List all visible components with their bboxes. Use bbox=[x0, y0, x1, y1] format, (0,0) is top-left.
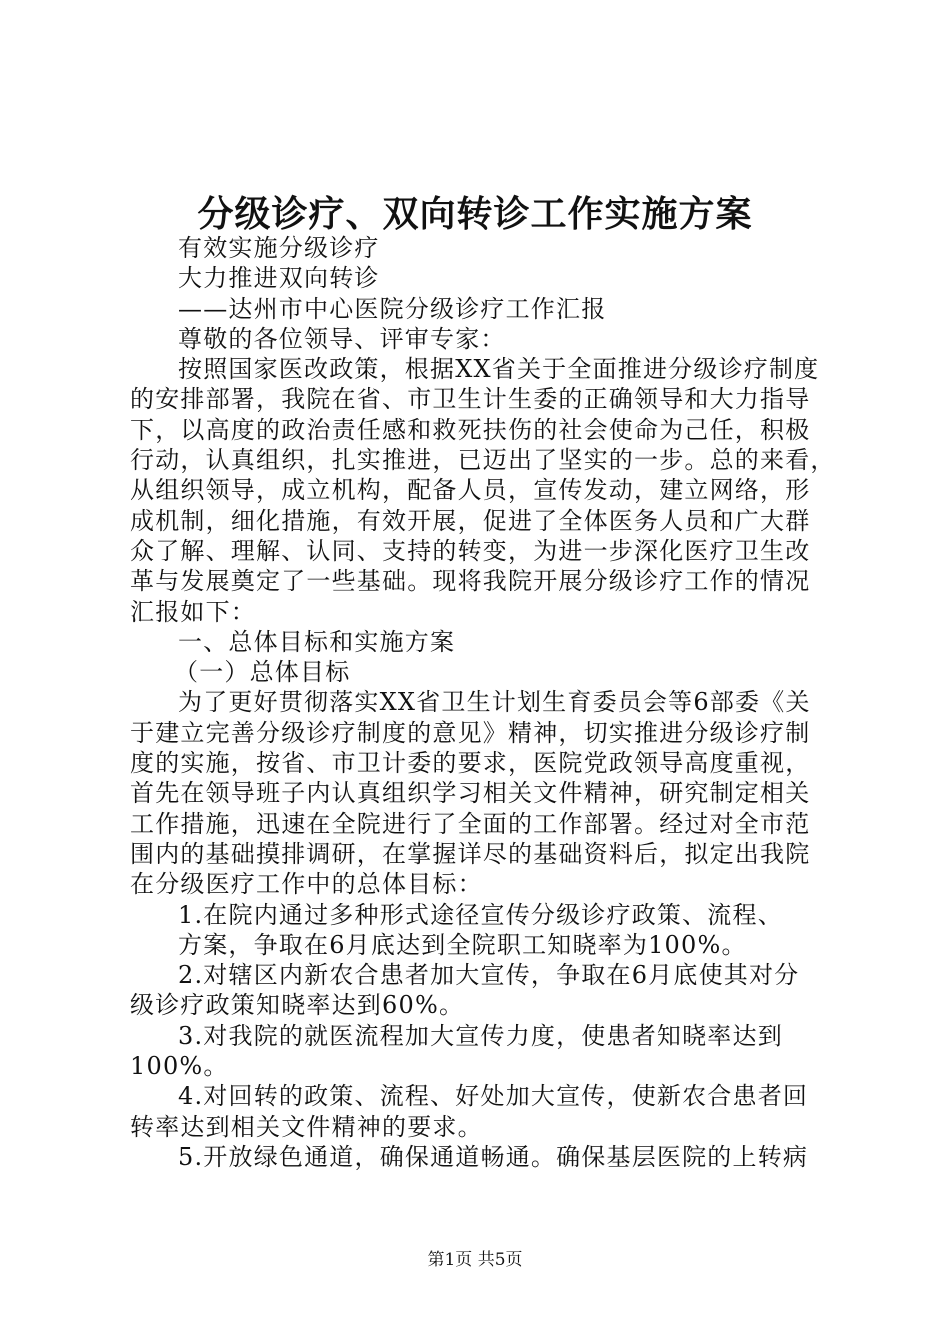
subtitle-line: 有效实施分级诊疗 bbox=[178, 234, 380, 262]
list-item-line: 方案，争取在6月底达到全院职工知晓率为100%。 bbox=[178, 930, 747, 959]
paragraph-line: 的安排部署，我院在省、市卫生计生委的正确领导和大力指导 bbox=[130, 385, 811, 414]
paragraph-line: 成机制，细化措施，有效开展，促进了全体医务人员和广大群 bbox=[130, 506, 811, 535]
paragraph-line: 众了解、理解、认同、支持的转变，为进一步深化医疗卫生改 bbox=[130, 536, 811, 565]
page-footer: 第1页 共5页 bbox=[427, 1250, 523, 1270]
paragraph-line: 工作措施，迅速在全院进行了全面的工作部署。经过对全市范 bbox=[130, 809, 811, 838]
list-item-line: 1.在院内通过多种形式途径宣传分级诊疗政策、流程、 bbox=[178, 900, 783, 929]
paragraph-line: 于建立完善分级诊疗制度的意见》精神，切实推进分级诊疗制 bbox=[130, 718, 811, 747]
list-item-line: 3.对我院的就医流程加大宣传力度，使患者知晓率达到 bbox=[178, 1021, 783, 1050]
list-item-line: 转率达到相关文件精神的要求。 bbox=[130, 1112, 483, 1141]
paragraph-line: 行动，认真组织，扎实推进，已迈出了坚实的一步。总的来看， bbox=[130, 446, 836, 475]
page-title: 分级诊疗、双向转诊工作实施方案 bbox=[197, 193, 753, 235]
list-item-line: 100%。 bbox=[130, 1052, 229, 1081]
paragraph-line: 围内的基础摸排调研，在掌握详尽的基础资料后，拟定出我院 bbox=[130, 839, 811, 868]
list-item-line: 4.对回转的政策、流程、好处加大宣传，使新农合患者回 bbox=[178, 1082, 809, 1111]
section-heading: 一、总体目标和实施方案 bbox=[178, 627, 456, 656]
subtitle-line: 大力推进双向转诊 bbox=[178, 264, 380, 293]
list-item-line: 5.开放绿色通道，确保通道畅通。确保基层医院的上转病 bbox=[178, 1142, 809, 1171]
list-item-line: 级诊疗政策知晓率达到60%。 bbox=[130, 991, 465, 1020]
paragraph-line: 下，以高度的政治责任感和救死扶伤的社会使命为己任，积极 bbox=[130, 415, 811, 444]
salutation: 尊敬的各位领导、评审专家： bbox=[178, 324, 506, 353]
list-item-line: 2.对辖区内新农合患者加大宣传，争取在6月底使其对分 bbox=[178, 961, 800, 990]
paragraph-line: 从组织领导，成立机构，配备人员，宣传发动，建立网络，形 bbox=[130, 476, 811, 505]
paragraph-line: 在分级医疗工作中的总体目标： bbox=[130, 870, 483, 899]
paragraph-line: 度的实施，按省、市卫计委的要求，医院党政领导高度重视， bbox=[130, 749, 811, 778]
paragraph-line: 为了更好贯彻落实XX省卫生计划生育委员会等6部委《关 bbox=[178, 688, 811, 717]
document-body bbox=[130, 233, 836, 1172]
subsection-heading: （一）总体目标 bbox=[174, 658, 351, 687]
paragraph-line: 革与发展奠定了一些基础。现将我院开展分级诊疗工作的情况 bbox=[130, 567, 811, 596]
paragraph-line: 汇报如下： bbox=[130, 597, 256, 626]
paragraph-line: 首先在领导班子内认真组织学习相关文件精神，研究制定相关 bbox=[130, 779, 811, 808]
byline: ——达州市中心医院分级诊疗工作汇报 bbox=[178, 294, 607, 323]
paragraph-line: 按照国家医改政策，根据XX省关于全面推进分级诊疗制度 bbox=[178, 355, 820, 384]
